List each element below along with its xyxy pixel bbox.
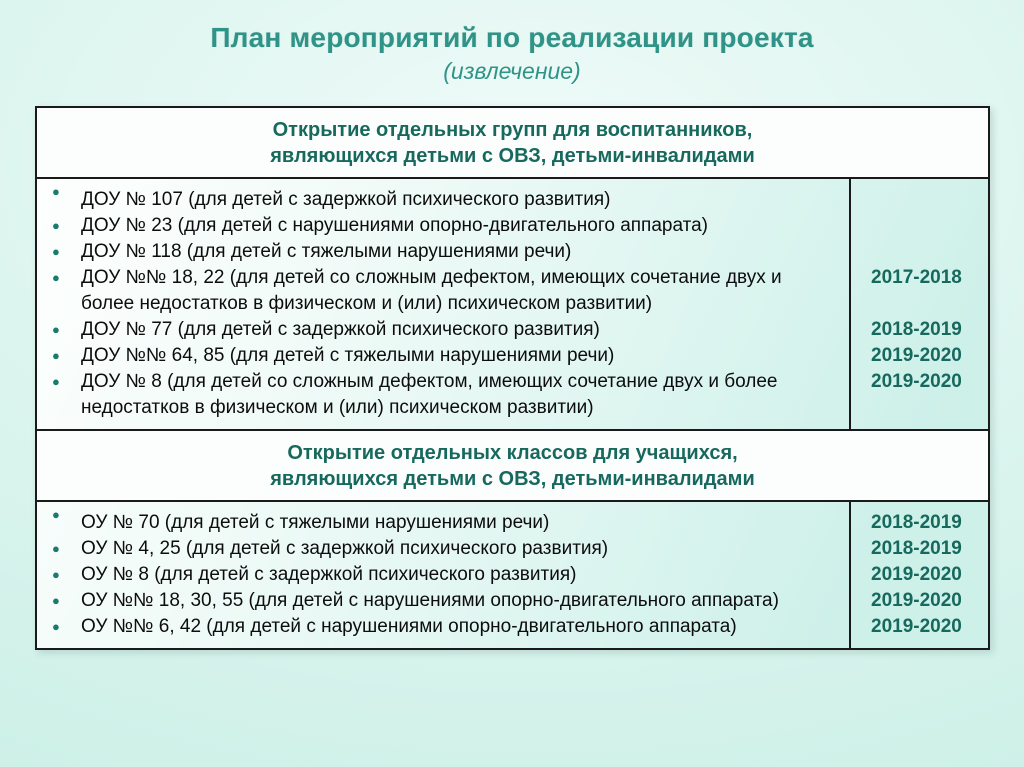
year-cell xyxy=(850,179,988,213)
activity-text: ОУ № 70 (для детей с тяжелыми нарушениями речи) xyxy=(81,512,550,533)
table-row xyxy=(37,369,988,429)
activity-text: ОУ №№ 6, 42 (для детей с нарушениями опорно-двигательного аппарата) xyxy=(81,616,737,637)
bullet-icon: ● xyxy=(52,507,60,522)
activity-text: ОУ №№ 18, 30, 55 (для детей с нарушениями опорно-двигательного аппарата) xyxy=(81,590,779,611)
section-1-heading-line2: являющихся детьми с ОВЗ, детьми-инвалидами xyxy=(270,145,755,167)
title-block xyxy=(0,0,1024,85)
year-cell: 2019-2020 xyxy=(850,343,988,369)
table-row xyxy=(37,502,988,536)
activity-cell xyxy=(37,239,850,265)
section-1-body xyxy=(37,179,988,429)
table-row xyxy=(37,562,988,588)
table-row xyxy=(37,614,988,648)
activity-cell xyxy=(37,614,850,648)
year-cell: 2019-2020 xyxy=(850,562,988,588)
activity-text: ДОУ № 8 (для детей со сложным дефектом, имеющих сочетание двух и более недостатков в физическом и (или) психическом развитии) xyxy=(81,371,778,418)
year-cell xyxy=(850,239,988,265)
table-row xyxy=(37,239,988,265)
bullet-icon: ● xyxy=(52,184,60,199)
activity-cell xyxy=(37,588,850,614)
plan-table xyxy=(35,106,990,650)
year-cell: 2019-2020 xyxy=(850,588,988,614)
bullet-icon: ● xyxy=(52,322,60,337)
year-cell xyxy=(850,213,988,239)
activity-cell xyxy=(37,317,850,343)
section-2-heading-line2: являющихся детьми с ОВЗ, детьми-инвалидами xyxy=(270,468,755,490)
bullet-icon: ● xyxy=(52,244,60,259)
bullet-icon: ● xyxy=(52,619,60,634)
bullet-icon: ● xyxy=(52,218,60,233)
activity-cell xyxy=(37,536,850,562)
activity-cell xyxy=(37,369,850,429)
activity-cell xyxy=(37,179,850,213)
activity-text: ДОУ № 118 (для детей с тяжелыми нарушениями речи) xyxy=(81,241,572,262)
table-row xyxy=(37,265,988,317)
activity-cell xyxy=(37,213,850,239)
year-cell: 2018-2019 xyxy=(850,502,988,536)
activity-text: ДОУ № 77 (для детей с задержкой психического развития) xyxy=(81,319,600,340)
section-2-body xyxy=(37,502,988,648)
bullet-icon: ● xyxy=(52,593,60,608)
bullet-icon: ● xyxy=(52,541,60,556)
year-cell: 2018-2019 xyxy=(850,317,988,343)
table-row xyxy=(37,179,988,213)
year-cell: 2018-2019 xyxy=(850,536,988,562)
activity-text: ДОУ №№ 64, 85 (для детей с тяжелыми нарушениями речи) xyxy=(81,345,615,366)
activity-cell xyxy=(37,562,850,588)
section-1-heading xyxy=(37,108,988,179)
activity-cell xyxy=(37,265,850,317)
year-cell: 2017-2018 xyxy=(850,265,988,317)
bullet-icon: ● xyxy=(52,567,60,582)
table-row xyxy=(37,588,988,614)
activity-text: ОУ № 8 (для детей с задержкой психического развития) xyxy=(81,564,577,585)
table-row xyxy=(37,213,988,239)
table-row xyxy=(37,536,988,562)
table-row xyxy=(37,317,988,343)
section-2-heading xyxy=(37,429,988,502)
activity-text: ДОУ № 107 (для детей с задержкой психического развития) xyxy=(81,189,611,210)
bullet-icon: ● xyxy=(52,270,60,285)
year-cell: 2019-2020 xyxy=(850,614,988,648)
section-1-heading-line1: Открытие отдельных групп для воспитанников, xyxy=(272,119,753,141)
page-subtitle: (извлечение) xyxy=(443,58,581,84)
bullet-icon: ● xyxy=(52,348,60,363)
page-title: План мероприятий по реализации проекта xyxy=(210,22,814,53)
activity-cell xyxy=(37,502,850,536)
activity-text: ДОУ №№ 18, 22 (для детей со сложным дефектом, имеющих сочетание двух и более недостатков в физическом и (или) психическом развитии) xyxy=(81,267,782,314)
table-row xyxy=(37,343,988,369)
section-2-heading-line1: Открытие отдельных классов для учащихся, xyxy=(287,442,738,464)
activity-text: ОУ № 4, 25 (для детей с задержкой психического развития) xyxy=(81,538,609,559)
activity-text: ДОУ № 23 (для детей с нарушениями опорно-двигательного аппарата) xyxy=(81,215,709,236)
bullet-icon: ● xyxy=(52,374,60,389)
activity-cell xyxy=(37,343,850,369)
year-cell: 2019-2020 xyxy=(850,369,988,429)
